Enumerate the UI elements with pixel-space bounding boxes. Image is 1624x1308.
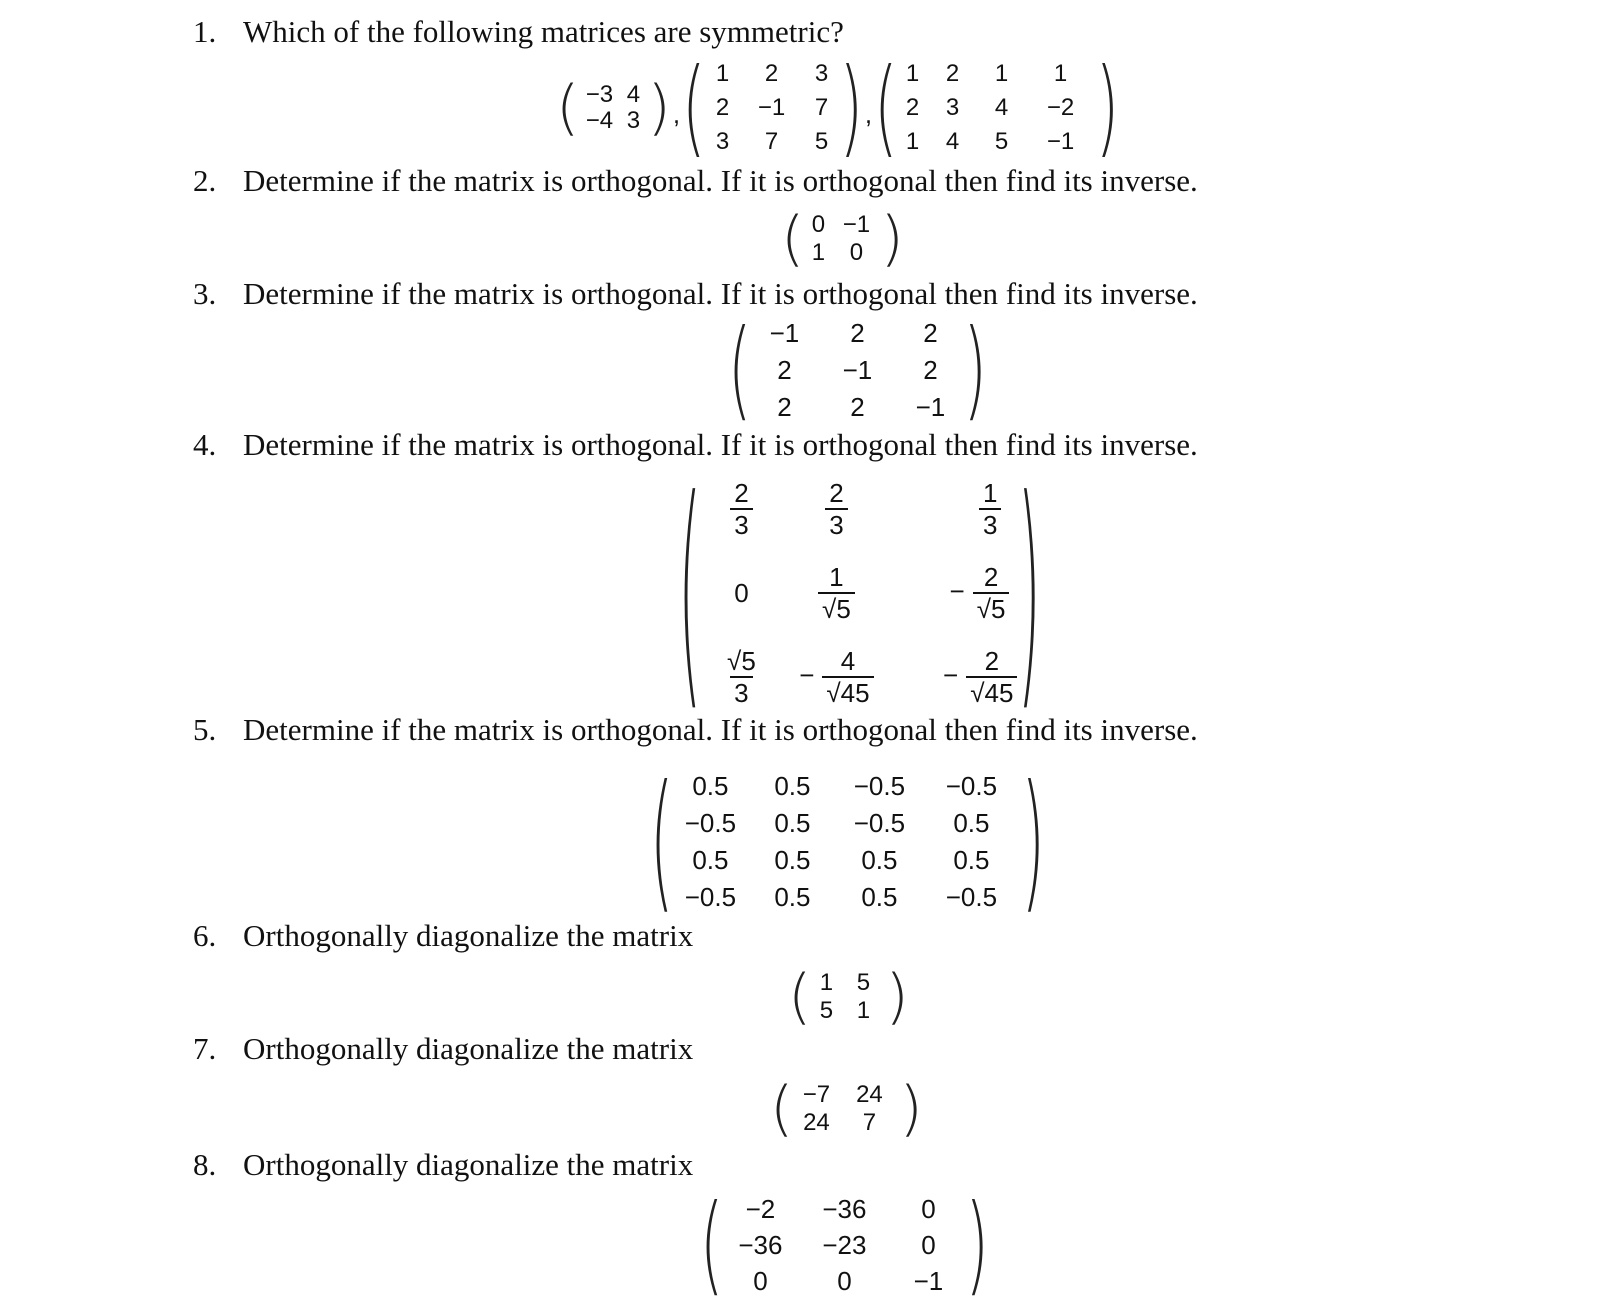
matrix-cell: −3	[585, 81, 614, 108]
matrix-cell: 2	[923, 317, 938, 348]
matrix-cell: 5	[814, 128, 829, 155]
question-number: 4.	[193, 427, 217, 462]
q1-matrices	[556, 46, 1119, 170]
denominator: 3	[979, 508, 1001, 540]
matrix-cell: 5	[994, 128, 1009, 155]
question-text: Determine if the matrix is orthogonal. If it is orthogonal then find its inverse.	[243, 163, 1198, 198]
left-paren: (	[682, 46, 706, 170]
left-paren: (	[556, 73, 580, 143]
matrix-cell: 1	[905, 60, 920, 87]
right-paren: )	[1095, 46, 1119, 170]
denominator: 3	[825, 508, 847, 540]
q2-matrix-block	[781, 206, 904, 272]
matrix-cell: 2	[850, 317, 865, 348]
fraction	[723, 646, 760, 708]
matrix-cell: 2	[850, 391, 865, 422]
matrix-cell: 4	[994, 94, 1009, 121]
matrix-cell: 0.5	[692, 845, 729, 875]
denominator: √5	[818, 592, 855, 624]
left-paren: (	[770, 1074, 794, 1144]
matrix-cell: 1	[819, 969, 834, 996]
matrix-cell: 4	[945, 128, 960, 155]
matrix-cell: 0.5	[953, 845, 990, 875]
matrix-cell: 7	[764, 128, 779, 155]
matrix-q1a	[579, 82, 647, 134]
right-paren: )	[880, 204, 904, 274]
fraction	[818, 562, 855, 624]
matrix-cell: −0.5	[853, 808, 906, 838]
numerator: 1	[829, 562, 844, 592]
matrix-cell: 0.5	[774, 882, 811, 912]
matrix-cell: −7	[802, 1081, 831, 1108]
left-paren: (	[678, 449, 702, 737]
matrix-cell: 0	[921, 1230, 936, 1260]
matrix-cell: 2	[715, 94, 730, 121]
q7-matrix-block	[770, 1076, 923, 1142]
question-text: Orthogonally diagonalize the matrix	[243, 918, 694, 953]
numerator: 4	[840, 646, 856, 676]
right-paren: )	[1021, 754, 1045, 930]
question-6	[193, 918, 693, 954]
matrix-cell: 1	[856, 997, 871, 1024]
matrix-cell: 1	[1053, 60, 1068, 87]
matrix-cell: −2	[745, 1194, 776, 1224]
question-number: 7.	[193, 1031, 217, 1066]
matrix-cell: −1	[913, 1266, 944, 1296]
question-number: 1.	[193, 14, 217, 49]
matrix-cell: 0	[837, 1266, 852, 1296]
question-text: Determine if the matrix is orthogonal. If it is orthogonal then find its inverse.	[243, 276, 1198, 311]
denominator: 3	[730, 676, 752, 708]
matrix-cell: 2	[905, 94, 920, 121]
matrix-cell: 0	[753, 1266, 768, 1296]
question-text: Determine if the matrix is orthogonal. If it is orthogonal then find its inverse.	[243, 427, 1198, 462]
matrix-cell: −0.5	[945, 882, 998, 912]
denominator: √5	[973, 592, 1010, 624]
question-8	[193, 1147, 693, 1183]
matrix-cell: 7	[862, 1109, 877, 1136]
matrix-cell: 1	[905, 128, 920, 155]
matrix-cell: −36	[822, 1194, 867, 1224]
matrix-cell: −0.5	[684, 808, 737, 838]
fraction	[825, 478, 847, 540]
question-1	[193, 14, 844, 50]
matrix-q1c	[898, 57, 1096, 159]
q3-matrix-block	[728, 307, 987, 433]
minus-sign: −	[949, 575, 965, 606]
numerator: 2	[829, 478, 844, 508]
question-number: 8.	[193, 1147, 217, 1182]
matrix-cell: −23	[822, 1230, 867, 1260]
matrix-cell: −0.5	[853, 771, 906, 801]
matrix-q5	[673, 768, 1021, 916]
right-paren: )	[885, 962, 909, 1032]
matrix-cell: 3	[715, 128, 730, 155]
matrix-cell: 0.5	[861, 845, 898, 875]
matrix-q3	[751, 315, 963, 426]
right-paren: )	[963, 307, 987, 433]
numerator: 2	[734, 478, 749, 508]
right-paren: )	[965, 1182, 989, 1308]
comma: ,	[672, 98, 681, 129]
left-paren: (	[788, 962, 812, 1032]
question-text: Orthogonally diagonalize the matrix	[243, 1147, 694, 1182]
question-3	[193, 276, 1198, 312]
left-paren: (	[700, 1182, 724, 1308]
matrix-cell: 1	[715, 60, 730, 87]
question-number: 2.	[193, 163, 217, 198]
left-paren: (	[728, 307, 752, 433]
matrix-cell: 1	[994, 60, 1009, 87]
matrix-cell: 2	[945, 60, 960, 87]
matrix-cell: 2	[923, 354, 938, 385]
question-5	[193, 712, 1198, 748]
question-2	[193, 163, 1198, 199]
fraction	[979, 478, 1001, 540]
question-number: 6.	[193, 918, 217, 953]
fraction	[822, 646, 873, 708]
matrix-cell: 5	[856, 969, 871, 996]
matrix-cell: −1	[915, 391, 946, 422]
comma: ,	[864, 98, 873, 129]
denominator: √45	[822, 676, 873, 708]
question-text: Orthogonally diagonalize the matrix	[243, 1031, 694, 1066]
matrix-cell: −1	[769, 317, 800, 348]
minus-sign: −	[943, 659, 959, 690]
matrix-cell: −1	[757, 94, 786, 121]
matrix-cell: −1	[1046, 128, 1075, 155]
matrix-cell: 2	[777, 354, 792, 385]
matrix-cell: 3	[626, 107, 641, 134]
q4-matrix-block	[678, 449, 1041, 737]
left-paren: (	[650, 754, 674, 930]
question-7	[193, 1031, 693, 1067]
denominator: 3	[730, 508, 752, 540]
right-paren: )	[899, 1074, 923, 1144]
matrix-cell: 24	[856, 1081, 883, 1108]
matrix-q4	[701, 467, 1017, 719]
matrix-cell: −0.5	[684, 882, 737, 912]
numerator: 1	[982, 478, 998, 508]
matrix-cell: −36	[738, 1230, 783, 1260]
question-text: Which of the following matrices are symmetric?	[243, 14, 844, 49]
matrix-cell: 0.5	[774, 808, 811, 838]
fraction	[730, 478, 752, 540]
right-paren: )	[1017, 449, 1041, 737]
q6-matrix-block	[788, 964, 909, 1030]
matrix-cell: 0.5	[774, 771, 811, 801]
matrix-cell: −0.5	[945, 771, 998, 801]
matrix-cell: 0	[811, 211, 826, 238]
matrix-cell: 2	[777, 391, 792, 422]
matrix-cell: 3	[945, 94, 960, 121]
right-paren: )	[647, 73, 671, 143]
matrix-q1b	[706, 57, 840, 159]
question-text: Determine if the matrix is orthogonal. If it is orthogonal then find its inverse.	[243, 712, 1198, 747]
right-paren: )	[839, 46, 863, 170]
matrix-q8	[723, 1191, 965, 1299]
minus-sign: −	[799, 659, 815, 690]
matrix-cell: 0.5	[861, 882, 898, 912]
matrix-cell: −4	[585, 107, 614, 134]
q5-matrix-block	[650, 754, 1045, 930]
matrix-cell: 0.5	[953, 808, 990, 838]
matrix-cell: 4	[626, 81, 641, 108]
matrix-q7	[793, 1081, 899, 1137]
question-number: 5.	[193, 712, 217, 747]
matrix-cell: 3	[814, 60, 829, 87]
matrix-cell: 0.5	[774, 845, 811, 875]
matrix-cell: 0	[849, 239, 864, 266]
matrix-q6	[811, 969, 885, 1025]
left-paren: (	[781, 204, 805, 274]
left-paren: (	[874, 46, 898, 170]
matrix-cell: 1	[811, 239, 826, 266]
numerator: √5	[727, 646, 756, 676]
matrix-cell: 0.5	[692, 771, 729, 801]
fraction	[973, 562, 1010, 624]
matrix-cell: 2	[764, 60, 779, 87]
fraction	[966, 646, 1017, 708]
q8-matrix-block	[700, 1182, 989, 1308]
matrix-cell: −2	[1046, 94, 1075, 121]
matrix-cell: −1	[842, 354, 873, 385]
matrix-cell: 7	[814, 94, 829, 121]
matrix-q2	[804, 211, 880, 267]
matrix-cell: 24	[803, 1109, 830, 1136]
numerator: 2	[983, 562, 999, 592]
matrix-cell: 0	[734, 578, 749, 608]
matrix-cell: 5	[819, 997, 834, 1024]
denominator: √45	[966, 676, 1017, 708]
matrix-cell: 0	[921, 1194, 936, 1224]
matrix-cell: −1	[842, 211, 871, 238]
numerator: 2	[984, 646, 1000, 676]
question-number: 3.	[193, 276, 217, 311]
